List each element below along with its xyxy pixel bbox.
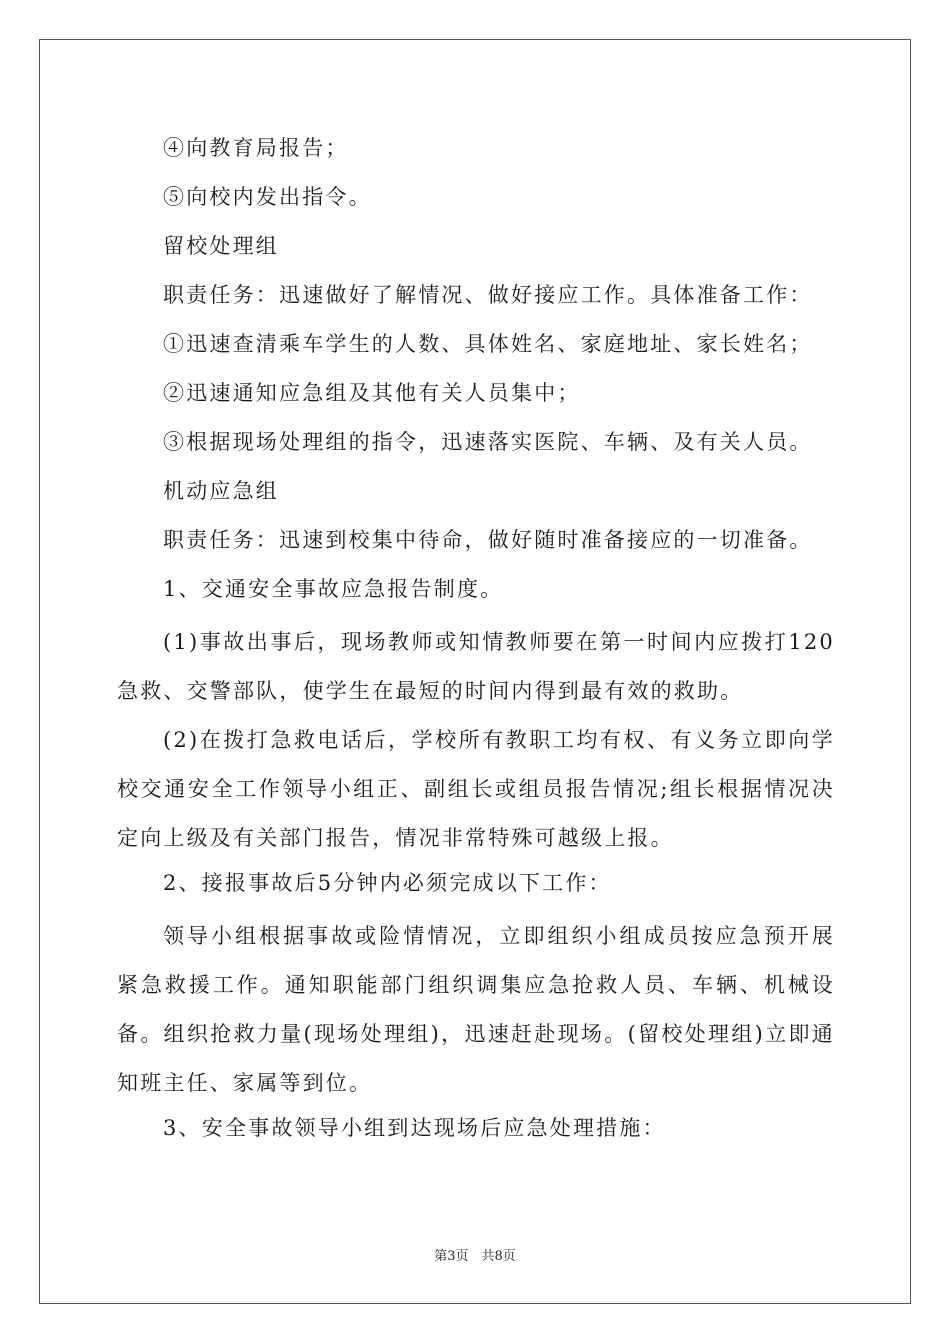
- paragraph: ⑤向校内发出指令。: [163, 185, 372, 209]
- section-heading: 留校处理组: [163, 234, 279, 258]
- paragraph: ①迅速查清乘车学生的人数、具体姓名、家庭地址、家长姓名；: [163, 332, 813, 356]
- paragraph: 职责任务：迅速做好了解情况、做好接应工作。具体准备工作：: [163, 283, 813, 307]
- paragraph: ③根据现场处理组的指令，迅速落实医院、车辆、及有关人员。: [163, 430, 813, 454]
- paragraph: ②迅速通知应急组及其他有关人员集中；: [163, 381, 581, 405]
- paragraph: (1)事故出事后，现场教师或知情教师要在第一时间内应拨打120急救、交警部队，使学生在最短的时间内得到最有效的救助。: [117, 630, 835, 703]
- paragraph: 1、交通安全事故应急报告制度。: [163, 577, 504, 601]
- paragraph: (2)在拨打急救电话后，学校所有教职工均有权、有义务立即向学校交通安全工作领导小组正、副组长或组员报告情况;组长根据情况决定向上级及有关部门报告，情况非常特殊可越级上报。: [117, 728, 835, 850]
- section-heading: 机动应急组: [163, 479, 279, 503]
- paragraph: 3、安全事故领导小组到达现场后应急处理措施：: [163, 1116, 666, 1140]
- paragraph: 2、接报事故后5分钟内必须完成以下工作：: [163, 871, 612, 895]
- paragraph: ④向教育局报告；: [163, 136, 349, 160]
- paragraph: 职责任务：迅速到校集中待命，做好随时准备接应的一切准备。: [163, 528, 813, 552]
- paragraph: 领导小组根据事故或险情情况，立即组织小组成员按应急预开展紧急救援工作。通知职能部门组织调集应急抢救人员、车辆、机械设备。组织抢救力量(现场处理组)，迅速赶赴现场。(留校处理组)立即通知班主任、家属等到位。: [117, 924, 835, 1095]
- document-body: [117, 128, 835, 1157]
- page-number-footer: 第3页 共8页: [434, 1249, 516, 1264]
